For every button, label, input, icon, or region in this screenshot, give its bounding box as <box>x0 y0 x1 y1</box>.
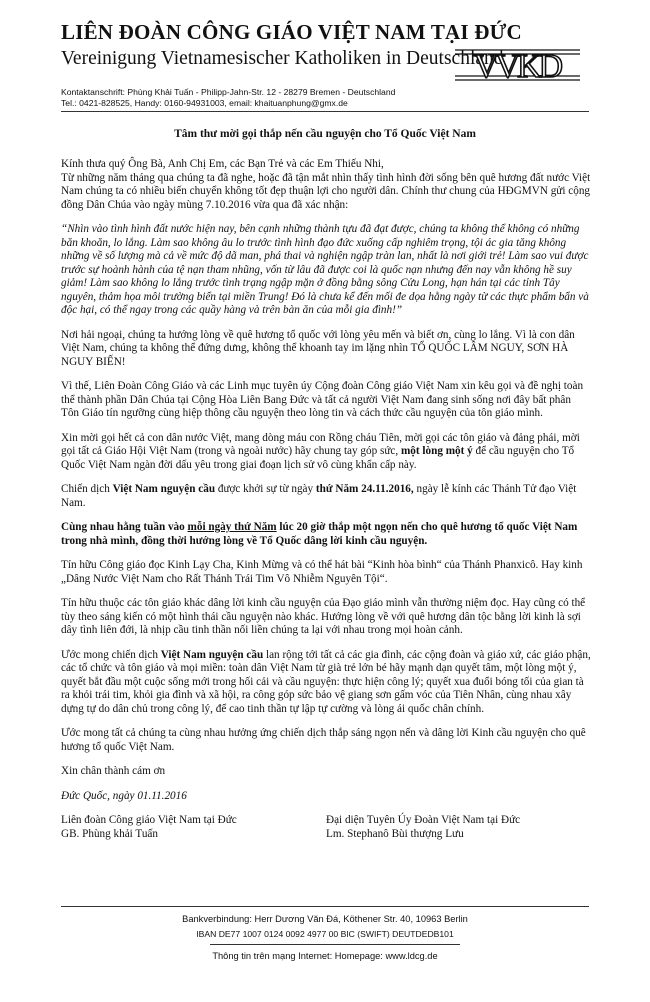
p6-text-a: Cùng nhau hằng tuần vào <box>61 521 188 533</box>
header-divider <box>61 111 589 112</box>
paragraph-2: Nơi hải ngoại, chúng ta hướng lòng về quê hương tổ quốc với lòng yêu mến và biết ơn, cùng lo lắng. Vì là con dân Việt Nam, chúng ta không thể đứng dưng, không thể khoanh tay im lặng nhìn TỔ QUỐC LÂM NGUY, SƠN HÀ NGUY BIẾN! <box>61 328 575 368</box>
logo-text: VVKD <box>473 48 561 85</box>
paragraph-10: Ước mong tất cả chúng ta cùng nhau hưởng ứng chiến dịch thắp sáng ngọn nến và dâng lời Kinh cầu nguyện cho quê hương tổ quốc Việt Nam. <box>61 727 586 753</box>
place-date: Đức Quốc, ngày 01.11.2016 <box>61 789 187 802</box>
footer-mid-divider <box>210 944 460 945</box>
signatures <box>61 814 591 841</box>
letter-title: Tâm thư mời gọi thắp nến cầu nguyện cho Tổ Quốc Việt Nam <box>174 128 476 140</box>
paragraph-7: Tín hữu Công giáo đọc Kinh Lạy Cha, Kinh Mừng và có thể hát bài “Kinh hòa bình“ của Thánh Phanxicô. Hay kinh „Dâng Nước Việt Nam cho Rất Thánh Trái Tim Vô Nhiễm Nguyên Tội“. <box>61 559 583 585</box>
p4-emphasis: một lòng một ý <box>400 445 473 457</box>
p5-start-date: thứ Năm 24.11.2016, <box>315 483 414 495</box>
p6-text-c: lúc 20 giờ thắp một ngọn nến cho quê hương tổ quốc Việt Nam trong nhà mình, đồng thời hướng lòng về Tổ Quốc dâng lời kinh cầu nguyện. <box>61 521 578 547</box>
p5-text-a: Chiến dịch <box>61 483 113 495</box>
homepage-line: Thông tin trên mạng Internet: Homepage: www.ldcg.de <box>212 951 438 961</box>
iban-bic: IBAN DE77 1007 0124 0092 4977 00 BIC (SWIFT) DEUTDEDB101 <box>196 929 454 939</box>
signature-left <box>61 814 326 841</box>
bank-details: Bankverbindung: Herr Dương Văn Đá, Köthener Str. 40, 10963 Berlin <box>182 914 468 924</box>
signer-left-name: GB. Phùng khải Tuấn <box>61 827 158 840</box>
p5-text-e: ngày lễ kính các Thánh Tử đạo Việt Nam. <box>61 483 577 509</box>
p9-text-a: Ước mong chiến dịch <box>61 648 161 661</box>
signer-left-org: Liên đoàn Công giáo Việt Nam tại Đức <box>61 814 237 826</box>
contact-address: Kontaktanschrift: Phùng Khải Tuấn - Philipp-Jahn-Str. 12 - 28279 Bremen - Deutschland <box>61 87 396 97</box>
p4-text-a: Xin mời gọi hết cả con dân nước Việt, mang dòng máu con Rồng cháu Tiên, mời gọi các tôn giáo và đảng phái, mời gọi tất cả Giáo Hội Việt Nam (trong và ngoài nước) hãy chung tay góp sức, <box>61 431 580 457</box>
p5-text-c: được khởi sự từ ngày <box>215 483 316 495</box>
signer-right-org: Đại diện Tuyên Úy Đoàn Việt Nam tại Đức <box>326 814 521 826</box>
paragraph-3: Vì thế, Liên Đoàn Công Giáo và các Linh mục tuyên úy Cộng đoàn Công giáo Việt Nam xin kêu gọi và đề nghị toàn thể thành phần Dân Chúa tại Cộng Hòa Liên Bang Đức và tất cả người Việt Nam đang sinh sống nơi đây bất phân Tôn Giáo tín ngưỡng cùng hiệp thông cầu nguyện theo lòng tin và cách thức cầu nguyện của tôn giáo mình. <box>61 380 584 419</box>
p6-weekday: mỗi ngày thứ Năm <box>187 521 277 533</box>
contact-phone-email: Tel.: 0421-828525, Handy: 0160-94931003, email: khaituanphung@gmx.de <box>61 98 348 108</box>
paragraph-5 <box>61 483 591 510</box>
letter-body <box>61 158 591 841</box>
paragraph-4 <box>61 432 591 473</box>
p9-text-c: lan rộng tới tất cả các gia đình, các cộng đoàn và giáo xứ, các giáo phận, các tổ chức và tôn giáo và mọi miền: toàn dân Việt Nam từ già trẻ lớn bé hãy mạnh dạn quyết tâm, một lòng một ý, quyết bắt đầu một cuộc sống mới trong hối cải và cầu nguyện: thực hiện công lý; quyết xua đuổi bóng tối của gian tà ra khỏi trái tim, khỏi gia đình và xã hội, ra công góp sức bảo vệ giang sơn gấm vóc của Tiên Nhân, cùng nhau xây dựng tự do dân chủ trong công lý, để cao tinh thần tự lập tự cường và lòng ái quốc chân chính. <box>61 648 591 715</box>
paragraph-6 <box>61 521 591 548</box>
paragraph-1: Từ những năm tháng qua chúng ta đã nghe, hoặc đã tận mắt nhìn thấy tình hình đời sống bên quê hương đất nước Việt Nam chúng ta có nhiều biến chuyển không tốt đẹp thuận lợi cho người dân. Chính thư chung của HĐGMVN gửi cộng đồng Dân Chúa vào ngày mùng 7.10.2016 vừa qua đã xác nhận: <box>61 171 591 211</box>
p5-campaign-name: Việt Nam nguyện cầu <box>112 483 216 495</box>
signature-right <box>326 814 591 841</box>
footer-divider <box>61 906 589 907</box>
p9-campaign-name: Việt Nam nguyện cầu <box>160 648 264 661</box>
signer-right-name: Lm. Stephanô Bùi thượng Lưu <box>326 827 464 840</box>
org-title: LIÊN ĐOÀN CÔNG GIÁO VIỆT NAM TẠI ĐỨC <box>61 20 522 44</box>
closing: Xin chân thành cám ơn <box>61 765 166 777</box>
paragraph-9 <box>61 649 591 717</box>
org-subtitle: Vereinigung Vietnamesischer Katholiken in Deutschland <box>61 48 504 69</box>
salutation: Kính thưa quý Ông Bà, Anh Chị Em, các Bạn Trẻ và các Em Thiếu Nhi, <box>61 158 384 170</box>
p4-text-c: để cầu nguyện cho Tổ Quốc Việt Nam ngàn đời dấu yêu trong giai đoạn lịch sử vô cùng khẩn cấp này. <box>61 445 575 471</box>
vvkd-logo <box>455 40 580 90</box>
paragraph-8: Tín hữu thuộc các tôn giáo khác dâng lời kinh cầu nguyện của Đạo giáo mình vẫn thường niệm đọc. Hay cũng có thể tùy theo sáng kiến có một hình thái cầu nguyện nào khác. Hướng lòng về với quê hương dân tộc bằng lời kinh là sợi dây tình liên đới, là nhịp cầu tinh thần nối liền chúng ta lại với nhau trong mọi hoàn cảnh. <box>61 597 586 636</box>
quote-paragraph: “Nhìn vào tình hình đất nước hiện nay, bên cạnh những thành tựu đã đạt được, chúng ta không thể không có những băn khoăn, lo lắng. Làm sao không âu lo trước tình hình đạo đức xuống cấp nghiêm trọng, tội ác gia tăng không những về số lượng mà cả về mức độ dã man, phá thai và nghiện ngập tràn lan, nhất là nơi giới trẻ! Làm sao vui được trước sự hoành hành của tệ nạn tham nhũng, vốn từ lâu đã được coi là quốc nạn nhưng đến nay vẫn không hề suy giảm! Làm sao không lo lắng trước tình trạng ngập mặn ở đồng bằng sông Cửu Long, hạn hán tại các tỉnh Tây nguyên, thảm họa môi trường biển tại miền Trung! Đó là chưa kể đến mối đe dọa hằng ngày từ các thực phẩm bẩn và độc hại, có thể ngay trong các quầy hàng và trên bàn ăn của mỗi gia đình!” <box>61 223 589 316</box>
